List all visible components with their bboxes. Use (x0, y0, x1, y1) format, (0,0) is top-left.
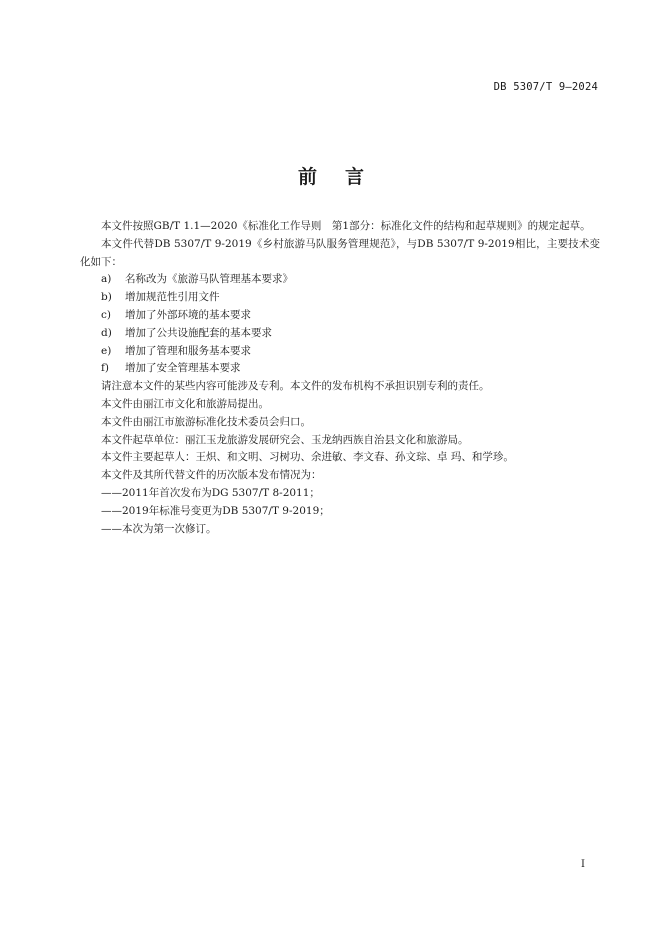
list-marker: e) (101, 344, 112, 357)
list-item-text: 名称改为《旅游马队管理基本要求》 (125, 273, 293, 286)
list-item (80, 307, 600, 325)
drafting-units: 本文件起草单位：丽江玉龙旅游发展研究会、玉龙纳西族自治县文化和旅游局。 (101, 433, 469, 446)
intro-paragraph: 本文件按照GB/T 1.1—2020《标准化工作导则 第1部分：标准化文件的结构和起草规则》的规定起草。 (101, 220, 591, 232)
committee-statement: 本文件由丽江市旅游标准化技术委员会归口。 (101, 415, 311, 428)
list-item (80, 289, 600, 307)
list-item (80, 360, 600, 378)
list-item-text: 增加了安全管理基本要求 (125, 362, 241, 375)
patent-notice: 请注意本文件的某些内容可能涉及专利。本文件的发布机构不承担识别专利的责任。 (101, 380, 490, 393)
changes-list (80, 271, 600, 378)
document-code: DB 5307/T 9—2024 (493, 81, 598, 93)
list-marker: a) (101, 273, 112, 286)
proposer-statement: 本文件由丽江市文化和旅游局提出。 (101, 397, 269, 410)
list-marker: c) (101, 308, 111, 321)
version-history-intro: 本文件及其所代替文件的历次版本发布情况为： (101, 469, 322, 482)
list-item-text: 增加了公共设施配套的基本要求 (125, 326, 272, 339)
drafters: 本文件主要起草人：王炽、和文明、习树功、余进敏、李文春、孙文琮、卓 玛、和学珍。 (101, 451, 514, 464)
list-item-text: 增加了管理和服务基本要求 (125, 344, 251, 357)
list-item (80, 343, 600, 361)
list-item (80, 271, 600, 289)
list-marker: f) (101, 362, 109, 375)
list-marker: b) (101, 291, 112, 304)
page-number: I (581, 859, 585, 870)
version-history-item: ——2011年首次发布为DG 5307/T 8-2011； (101, 486, 320, 499)
list-item (80, 325, 600, 343)
list-item-text: 增加规范性引用文件 (125, 291, 220, 304)
version-history-item: ——本次为第一次修订。 (101, 522, 217, 535)
page-title: 前言 (297, 166, 392, 188)
intro-paragraph: 本文件代替DB 5307/T 9-2019《乡村旅游马队服务管理规范》，与DB 5307/T 9-2019相比，主要技术变化如下： (80, 237, 600, 268)
list-marker: d) (101, 326, 112, 339)
list-item-text: 增加了外部环境的基本要求 (125, 308, 251, 321)
foreword-body (80, 218, 600, 538)
version-history-item: ——2019年标准号变更为DB 5307/T 9-2019； (101, 504, 330, 517)
